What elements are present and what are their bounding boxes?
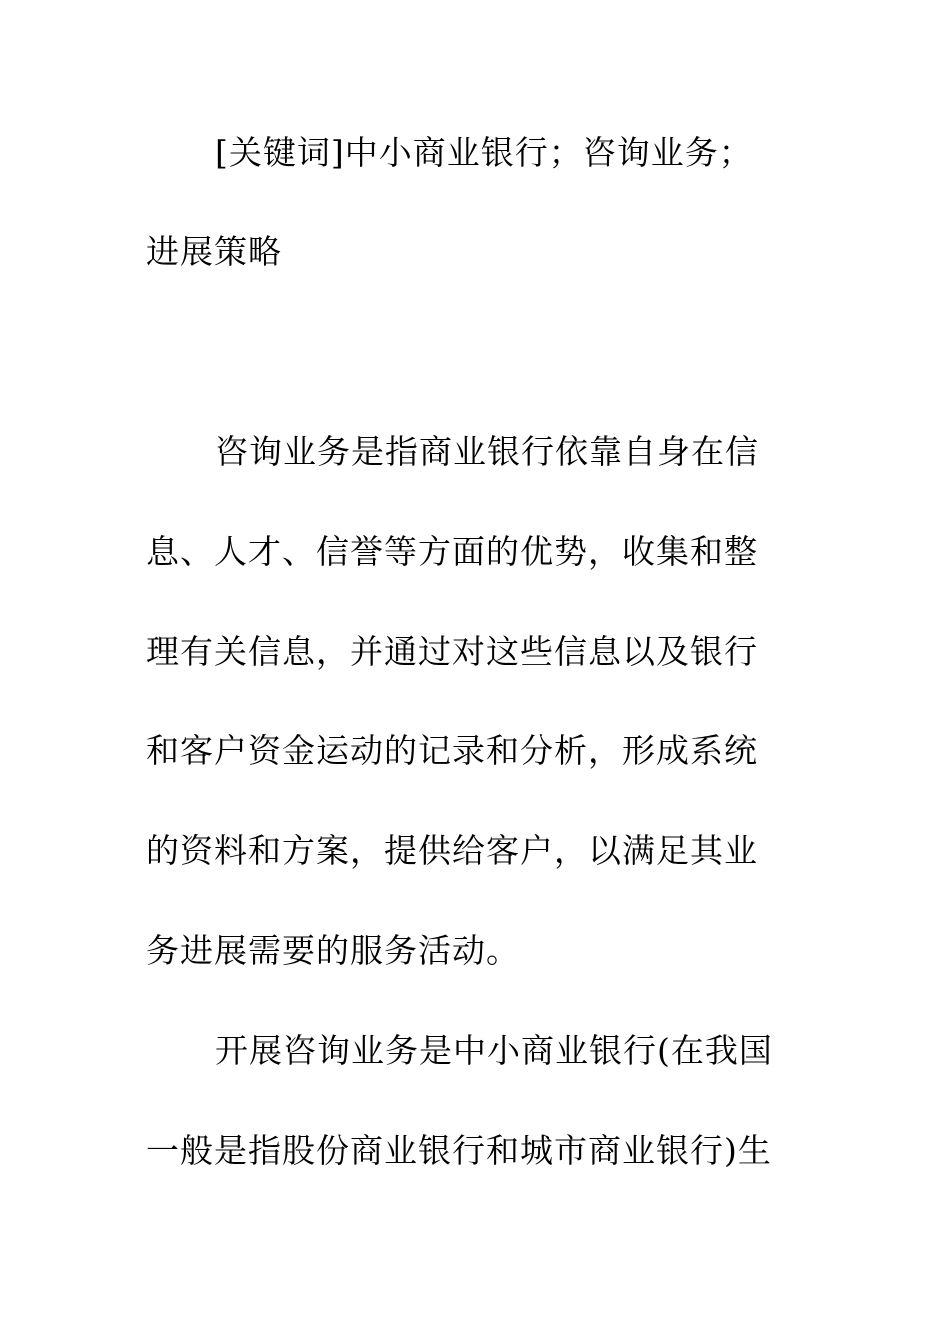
paragraph-1-line-3: 理有关信息，并通过对这些信息以及银行: [146, 632, 758, 671]
paragraph-1-line-2: 息、人才、信誉等方面的优势，收集和整: [146, 532, 758, 571]
paragraph-2-line-2: 一般是指股份商业银行和城市商业银行)生: [146, 1131, 772, 1170]
paragraph-2-line-1: 开展咨询业务是中小商业银行(在我国: [215, 1031, 773, 1070]
paragraph-1-line-5: 的资料和方案，提供给客户，以满足其业: [146, 831, 758, 870]
paragraph-1-line-4: 和客户资金运动的记录和分析，形成系统: [146, 731, 758, 770]
keywords-line-2: 进展策略: [146, 232, 282, 271]
keywords-line-1: [关键词]中小商业银行；咨询业务；: [215, 133, 753, 172]
paragraph-1-line-1: 咨询业务是指商业银行依靠自身在信: [215, 432, 759, 471]
paragraph-1-line-6: 务进展需要的服务活动。: [146, 931, 520, 970]
